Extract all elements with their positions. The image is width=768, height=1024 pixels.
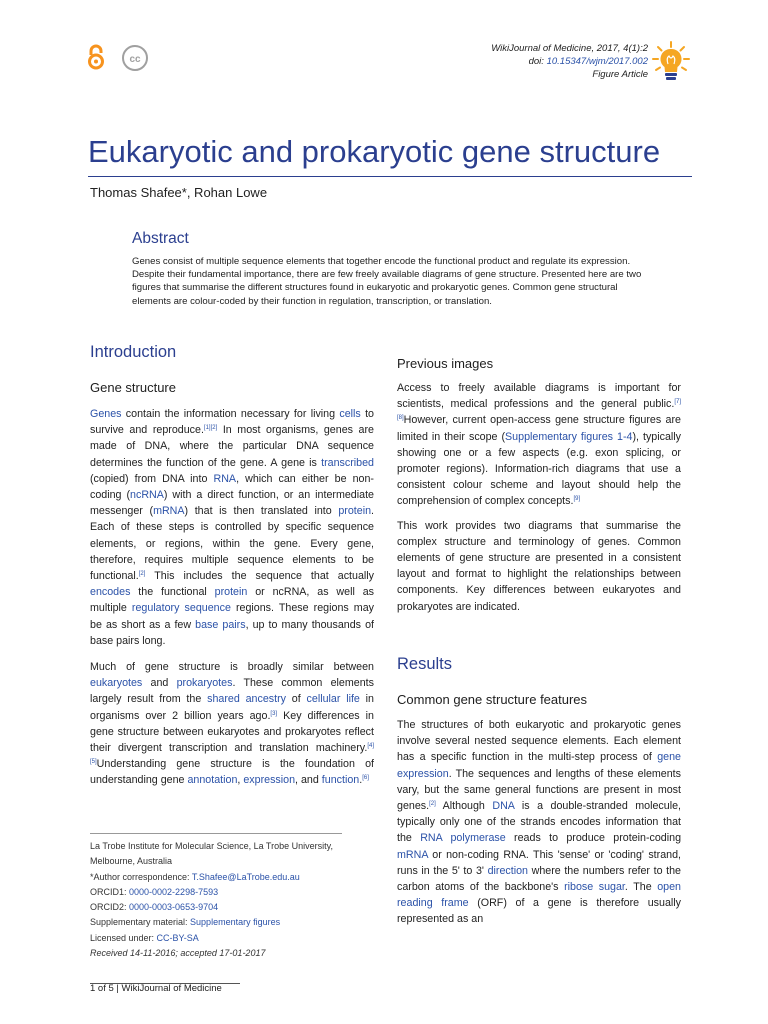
link-shared-ancestry[interactable]: shared ancestry — [207, 693, 286, 706]
article-type: Figure Article — [592, 69, 648, 80]
orcid2-label: ORCID2: — [90, 902, 130, 913]
results-heading: Results — [397, 655, 453, 673]
wikijournal-lightbulb-icon — [652, 40, 690, 84]
doi-label: doi: — [528, 56, 547, 67]
link-annotation[interactable]: annotation — [187, 774, 238, 787]
link-rna-polymerase[interactable]: RNA polymerase — [420, 832, 506, 845]
link-encodes[interactable]: encodes — [90, 586, 131, 599]
introduction-heading: Introduction — [90, 343, 177, 361]
orcid1-label: ORCID1: — [90, 886, 130, 897]
correspondence-label: *Author correspondence: — [90, 871, 192, 882]
link-prokaryotes[interactable]: prokaryotes — [176, 677, 233, 690]
right-column-top — [397, 380, 681, 615]
link-gene-expression[interactable]: gene expression — [397, 751, 681, 780]
link-transcribed[interactable]: transcribed — [321, 456, 374, 469]
link-cellular-life[interactable]: cellular life — [306, 693, 360, 706]
abstract-heading: Abstract — [132, 230, 189, 247]
link-cells[interactable]: cells — [339, 408, 361, 420]
intro-paragraph-1: Genes contain the information necessary for living cells to survive and reproduce.[1][2] In most organisms, genes are made of DNA, where the particular DNA sequence determines the function of the gene. A gene is transcribed (copied) from DNA into RNA, which can either be non-coding (ncRNA) with a direct function, or an intermediate messenger (mRNA) that is then translated into protein. Each of these steps is controlled by specific sequence elements, or regions, within the gene. Every gene, therefore, requires multiple sequence elements to be functional.[2] This includes the sequence that actually encodes the functional protein or ncRNA, as well as multiple regulatory sequence regions. These regions may be as short as a few base pairs, up to many thousands of base pairs long. — [90, 408, 375, 647]
link-open-reading-frame[interactable]: open reading frame — [397, 881, 681, 910]
common-features-heading: Common gene structure features — [397, 692, 588, 707]
affiliation-line-2: Melbourne, Australia — [90, 856, 173, 867]
footnote-divider — [90, 833, 342, 834]
link-mrna[interactable]: mRNA — [153, 505, 185, 518]
link-protein[interactable]: protein — [338, 505, 372, 518]
journal-citation: WikiJournal of Medicine, 2017, 4(1):2 — [491, 43, 648, 54]
orcid2-link[interactable]: 0000-0003-0653-9704 — [129, 902, 219, 913]
title-divider — [88, 176, 692, 177]
link-expression[interactable]: expression — [243, 774, 296, 787]
previous-paragraph-1: Access to freely available diagrams is important for scientists, medical professions and the general public.[7][8]However, current open-access gene structure figures are limited in their scope (Supplementary figures 1-4), typically showing one or a few aspects (e.g. exon splicing, or promoter regions). Information-rich diagrams that use a consistent colour scheme and layout should help the comprehension of complex concepts.[9] — [397, 382, 681, 508]
citation-ref[interactable]: [1][2] — [203, 425, 218, 432]
correspondence-email-link[interactable]: T.Shafee@LaTrobe.edu.au — [191, 871, 300, 882]
svg-text:cc: cc — [129, 54, 141, 65]
citation-ref[interactable]: [2] — [138, 571, 146, 578]
link-eukaryotes[interactable]: eukaryotes — [90, 677, 143, 690]
link-dna[interactable]: DNA — [492, 800, 515, 813]
link-direction[interactable]: direction — [487, 864, 528, 877]
supplementary-label: Supplementary material: — [90, 917, 191, 928]
link-ribose-sugar[interactable]: ribose sugar — [564, 881, 625, 894]
doi-link[interactable]: 10.15347/wjm/2017.002 — [546, 56, 648, 67]
link-supplementary-figures[interactable]: Supplementary figures 1-4 — [505, 430, 633, 443]
license-link[interactable]: CC-BY-SA — [156, 932, 199, 943]
left-column — [90, 406, 374, 789]
citation-ref[interactable]: [4][5] — [90, 743, 374, 766]
results-column — [397, 717, 681, 928]
abstract-text: Genes consist of multiple sequence elements that together encode the functional product and regulate its expression. Despite their fundamental importance, there are few freely available diagrams of gene structure. Presented here are two figures that summarise the different structures found in eukaryotic and prokaryotic genes. Common gene structural elements are colour-coded by their function in regulation, transcription, or translation. — [132, 256, 642, 307]
article-title: Eukaryotic and prokaryotic gene structure — [88, 134, 661, 169]
supplementary-link[interactable]: Supplementary figures — [190, 917, 281, 928]
gene-structure-heading: Gene structure — [90, 380, 176, 395]
citation-ref[interactable]: [6] — [362, 775, 369, 782]
creative-commons-icon — [121, 44, 149, 72]
results-paragraph-1: The structures of both eukaryotic and prokaryotic genes involve several nested sequence elements. Each element has a specific function in the multi-step process of gene expression. The sequences and lengths of these elements vary, but the same general functions are present in most genes.[2] Although DNA is a double-stranded molecule, typically only one of the strands encodes information that the RNA polymerase reads to produce protein-coding mRNA or non-coding RNA. This 'sense' or 'coding' strand, runs in the 5' to 3' direction where the numbers refer to the carbon atoms of the backbone's ribose sugar. The open reading frame (ORF) of a gene is therefore usually represented as an — [397, 719, 682, 926]
intro-paragraph-2: Much of gene structure is broadly similar between eukaryotes and prokaryotes. These common elements largely result from the shared ancestry of cellular life in organisms over 2 billion years ago.[3] Key differences in gene structure between eukaryotes and prokaryotes reflect their divergent transcription and translation machinery.[4][5]Understanding gene structure is the foundation of understanding gene annotation, expression, and function.[6] — [90, 661, 375, 787]
citation-ref[interactable]: [2] — [429, 801, 436, 808]
citation-ref[interactable]: [9] — [573, 496, 581, 503]
open-access-lock-icon — [86, 44, 106, 70]
journal-info — [491, 42, 648, 81]
orcid1-link[interactable]: 0000-0002-2298-7593 — [129, 886, 219, 897]
link-ncrna[interactable]: ncRNA — [130, 489, 164, 502]
link-genes[interactable]: Genes — [90, 408, 122, 420]
link-protein-2[interactable]: protein — [214, 586, 248, 599]
link-regulatory-sequence[interactable]: regulatory sequence — [131, 602, 231, 615]
page-footer: 1 of 5 | WikiJournal of Medicine — [90, 983, 222, 994]
previous-images-heading: Previous images — [397, 356, 494, 371]
link-base-pairs[interactable]: base pairs — [195, 618, 246, 631]
link-mrna-2[interactable]: mRNA — [397, 848, 428, 861]
citation-ref[interactable]: [3] — [270, 710, 278, 717]
link-rna[interactable]: RNA — [213, 472, 237, 485]
link-function[interactable]: function — [321, 774, 360, 787]
previous-paragraph-2: This work provides two diagrams that summarise the complex structure and terminology of genes. Common elements of gene structure are presented in a consistent layout and format to highlight the relationships between components. Key differences between eukaryotes and prokaryotes are indicated. — [397, 519, 681, 613]
footnotes — [90, 839, 360, 961]
authors: Thomas Shafee*, Rohan Lowe — [90, 185, 268, 200]
affiliation-line-1: La Trobe Institute for Molecular Science, La Trobe University, — [90, 841, 333, 851]
received-dates: Received 14-11-2016; accepted 17-01-2017 — [90, 948, 266, 959]
license-label: Licensed under: — [90, 932, 157, 943]
citation-ref[interactable]: [7][8] — [397, 399, 681, 422]
